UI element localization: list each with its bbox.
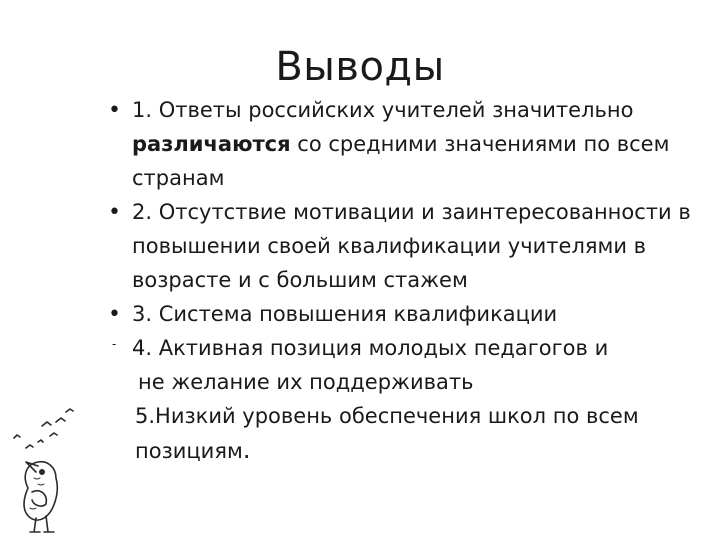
flying-bird-icon xyxy=(42,422,51,426)
list-item-bold-text: различаются xyxy=(132,132,291,156)
bullet-marker xyxy=(108,93,128,128)
bird-sketch-image xyxy=(4,408,104,540)
list-item xyxy=(108,93,708,195)
flying-bird-icon xyxy=(38,440,43,442)
slide-title xyxy=(0,44,720,90)
conclusions-list xyxy=(108,93,708,468)
bird-eye-icon xyxy=(40,470,44,474)
list-item xyxy=(108,399,708,468)
list-item-text: 5.Низкий уровень обеспечения школ по всем позициям xyxy=(135,404,639,463)
list-item-text: 1. Ответы российских учителей значительно xyxy=(132,98,634,122)
bird-wing-icon xyxy=(32,491,46,506)
flying-bird-icon xyxy=(14,435,20,438)
list-item-text: 2. Отсутствие мотивации и заинтересованности в повышении своей квалификации учителями в возрасте и с большим стажем xyxy=(132,200,691,292)
list-item xyxy=(108,365,708,399)
list-item-text: 4. Активная позиция молодых педагогов и xyxy=(132,336,609,360)
slide-title-text: Выводы xyxy=(275,44,445,90)
list-item xyxy=(108,195,708,297)
bullet-marker xyxy=(108,195,128,230)
list-item xyxy=(108,331,708,365)
list-item-text: со средними значениями по всем странам xyxy=(132,132,670,190)
flying-bird-icon xyxy=(66,409,73,412)
final-punctuation: . xyxy=(242,436,251,464)
list-item xyxy=(108,297,708,331)
flying-bird-icon xyxy=(56,418,65,422)
dash-marker: - xyxy=(112,337,117,351)
list-item-text: 3. Система повышения квалификации xyxy=(132,302,558,326)
flying-bird-icon xyxy=(26,445,33,448)
list-item-text: не желание их поддерживать xyxy=(138,370,474,394)
flying-bird-icon xyxy=(50,433,57,436)
